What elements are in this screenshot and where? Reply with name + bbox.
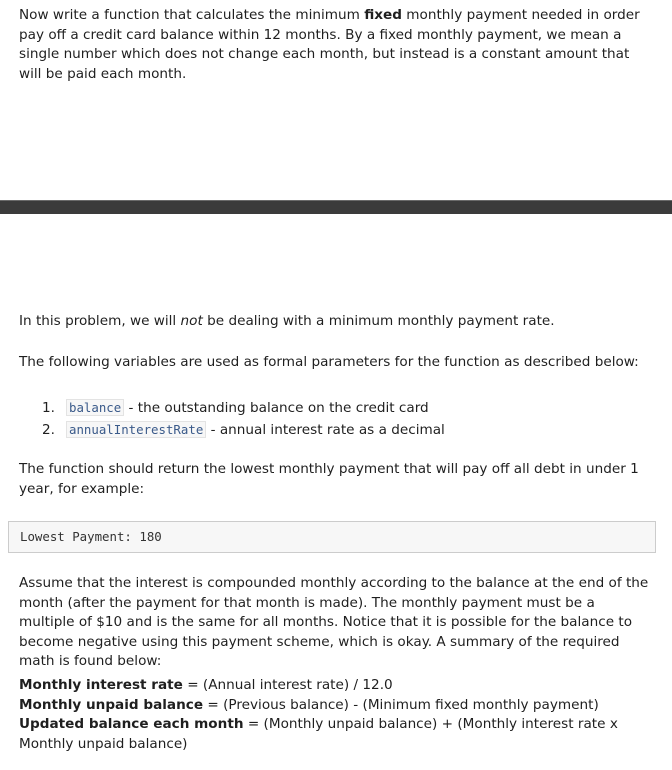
- formula-line: Monthly unpaid balance = (Previous balance) - (Minimum fixed monthly payment): [19, 696, 599, 713]
- params-intro: The following variables are used as formal parameters for the function as described below:: [19, 354, 639, 370]
- return-paragraph: The function should return the lowest monthly payment that will pay off all debt in under 1 year, for example:: [19, 461, 639, 497]
- assumption-paragraph: Assume that the interest is compounded monthly according to the balance at the end of the month (after the payment for that month is made). The monthly payment must be a multiple of $10 and is the same for all months. Notice that it is possible for the balance to become negative using this payment scheme, which is okay. A summary of the required math is found below:: [19, 575, 649, 669]
- section-divider: [0, 200, 672, 214]
- parameter-list: [42, 397, 445, 441]
- not-emphasis: not: [180, 313, 203, 329]
- note-paragraph: In this problem, we will not be dealing with a minimum monthly payment rate.: [19, 313, 555, 329]
- param-code: annualInterestRate: [66, 421, 206, 438]
- fixed-emphasis: fixed: [364, 7, 402, 23]
- list-item: 2. annualInterestRate - annual interest rate as a decimal: [42, 422, 445, 438]
- intro-paragraph: Now write a function that calculates the minimum fixed monthly payment needed in order pay off a credit card balance within 12 months. By a fixed monthly payment, we mean a single number which does not change each month, but instead is a constant amount that will be paid each month.: [19, 7, 640, 82]
- example-output-box: Lowest Payment: 180: [8, 521, 656, 553]
- list-item: 1. balance - the outstanding balance on the credit card: [42, 400, 429, 416]
- param-code: balance: [66, 399, 124, 416]
- formula-line: Updated balance each month = (Monthly unpaid balance) + (Monthly interest rate x Monthly unpaid balance): [19, 716, 618, 752]
- formula-line: Monthly interest rate = (Annual interest rate) / 12.0: [19, 677, 393, 693]
- formula-list: [19, 676, 649, 754]
